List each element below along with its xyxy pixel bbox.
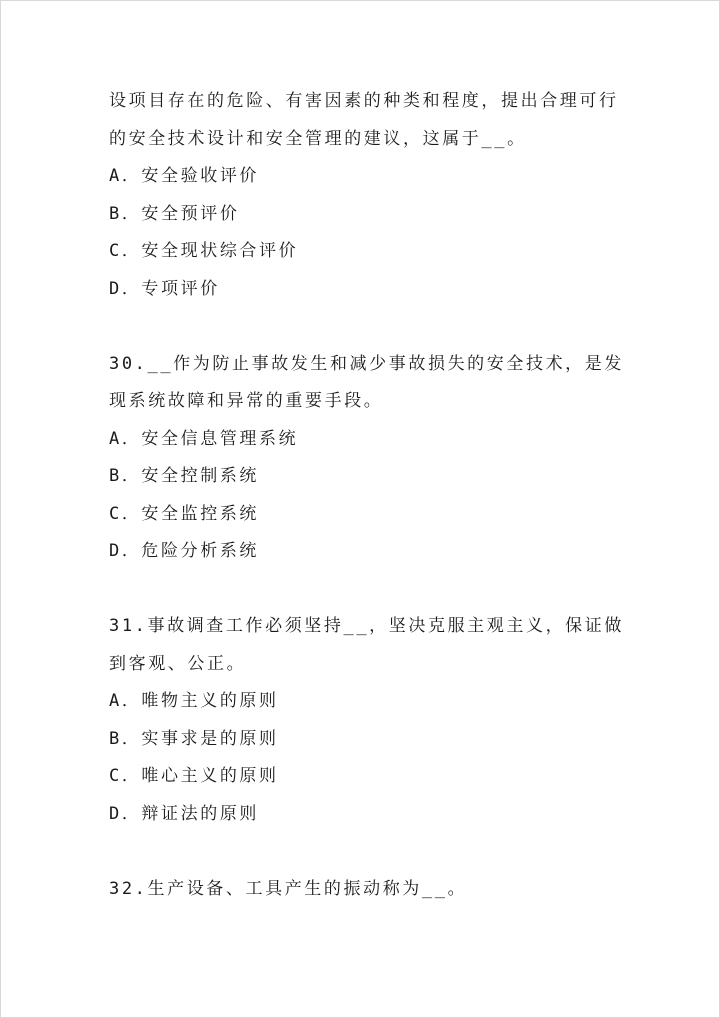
option-d: D．专项评价 <box>109 278 220 299</box>
option-a: A．唯物主义的原则 <box>109 691 279 711</box>
question-text-line: 30.__作为防止事故发生和减少事故损失的安全技术，是发 <box>109 353 624 374</box>
question-text-line: 到客观、公正。 <box>109 653 247 674</box>
option-c: C．安全现状综合评价 <box>109 241 299 261</box>
question-gap <box>109 308 629 346</box>
question-29-continued <box>109 83 629 308</box>
option-d: D．危险分析系统 <box>109 541 260 561</box>
question-text-line: 现系统故障和异常的重要手段。 <box>109 391 384 411</box>
option-c: C．唯心主义的原则 <box>109 766 279 786</box>
option-b: B．安全预评价 <box>109 203 240 224</box>
question-31 <box>109 608 629 833</box>
option-a: A．安全验收评价 <box>109 166 260 186</box>
question-text-line: 的安全技术设计和安全管理的建议，这属于__。 <box>109 128 527 149</box>
question-gap <box>109 833 629 871</box>
question-text-line: 31.事故调查工作必须坚持__，坚决克服主观主义，保证做 <box>109 616 624 636</box>
option-c: C．安全监控系统 <box>109 503 260 524</box>
option-b: B．实事求是的原则 <box>109 728 279 749</box>
document-content <box>109 83 629 908</box>
option-a: A．安全信息管理系统 <box>109 428 299 449</box>
question-32 <box>109 871 629 909</box>
question-30 <box>109 346 629 571</box>
question-text-line: 32.生产设备、工具产生的振动称为__。 <box>109 878 468 899</box>
option-b: B．安全控制系统 <box>109 466 260 486</box>
question-text-line: 设项目存在的危险、有害因素的种类和程度，提出合理可行 <box>109 91 619 111</box>
question-gap <box>109 571 629 609</box>
option-d: D．辩证法的原则 <box>109 803 260 824</box>
